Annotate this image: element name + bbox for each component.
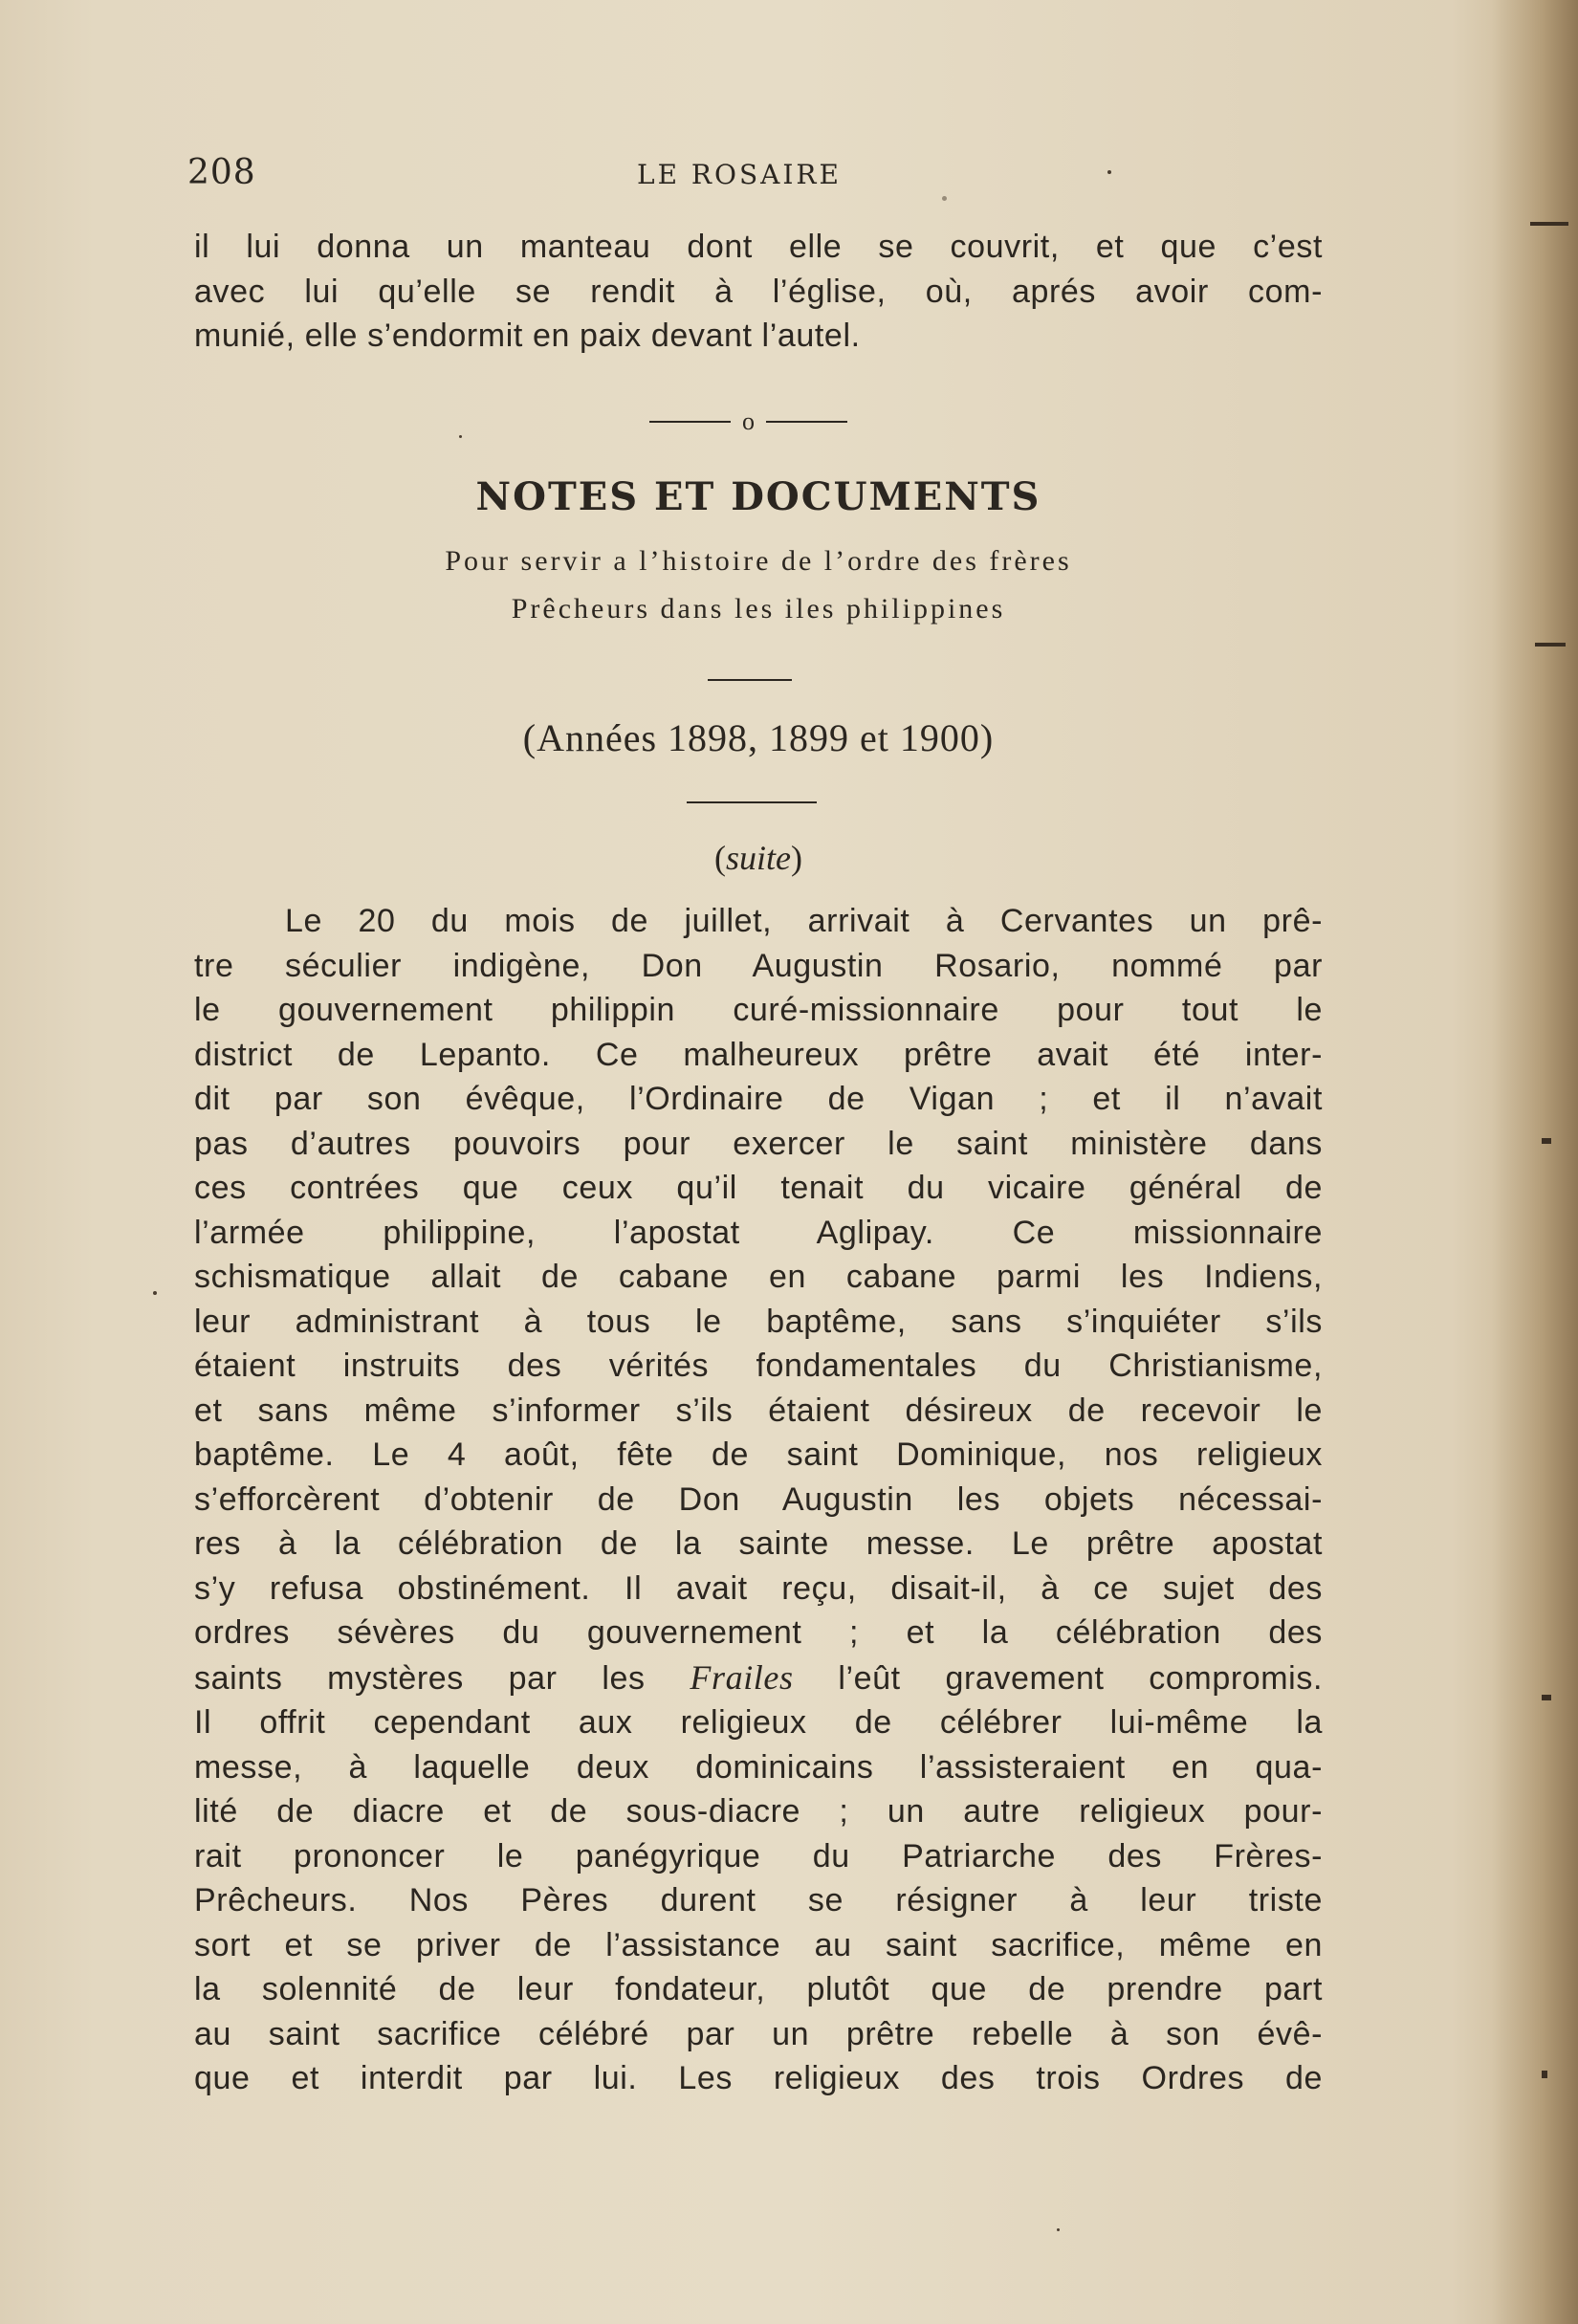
text-line: tre séculier indigène, Don Augustin Rosario, nommé par bbox=[194, 947, 1323, 984]
section-subheading-line-2: Prêcheurs dans les iles philippines bbox=[511, 593, 1006, 625]
text-line: s’efforcèrent d’obtenir de Don Augustin les objets nécessai- bbox=[194, 1480, 1323, 1518]
suite-paren-open: ( bbox=[714, 839, 726, 877]
text-line: le gouvernement philippin curé-missionnaire pour tout le bbox=[194, 992, 1323, 1028]
page-number: 208 bbox=[187, 153, 256, 192]
separator-mark: o bbox=[742, 407, 755, 435]
edge-mark bbox=[1530, 222, 1568, 226]
body-paragraph bbox=[194, 899, 1323, 2101]
text-line: messe, à laquelle deux dominicains l’assisteraient en qua- bbox=[194, 1748, 1323, 1786]
paper-speck bbox=[942, 196, 947, 201]
text-line: pas d’autres pouvoirs pour exercer le saint ministère dans bbox=[194, 1125, 1323, 1162]
running-title: LE ROSAIRE bbox=[637, 159, 842, 190]
section-separator bbox=[636, 406, 861, 435]
edge-mark bbox=[1542, 1695, 1551, 1700]
text-line: s’y refusa obstinément. Il avait reçu, disait-il, à ce sujet des bbox=[194, 1569, 1323, 1607]
text-line: et sans même s’informer s’ils étaient désireux de recevoir le bbox=[194, 1392, 1323, 1429]
suite-paren-close: ) bbox=[791, 839, 802, 877]
text-line: munié, elle s’endormit en paix devant l’autel. bbox=[194, 318, 861, 354]
intro-paragraph bbox=[194, 225, 1323, 359]
text-line: leur administrant à tous le baptême, sans s’inquiéter s’ils bbox=[194, 1303, 1323, 1340]
text-line: sort et se priver de l’assistance au saint sacrifice, même en bbox=[194, 1926, 1323, 1963]
section-heading: NOTES ET DOCUMENTS bbox=[475, 474, 1041, 519]
text-line: res à la célébration de la sainte messe. Le prêtre apostat bbox=[194, 1525, 1323, 1562]
text-fragment: saints mystères par les bbox=[194, 1659, 690, 1697]
paper-speck bbox=[1057, 2228, 1060, 2231]
text-line: Il offrit cependant aux religieux de célébrer lui-même la bbox=[194, 1704, 1323, 1741]
paper-speck bbox=[459, 435, 462, 438]
suite-word: suite bbox=[726, 839, 791, 877]
running-head bbox=[187, 153, 1326, 201]
text-line: que et interdit par lui. Les religieux des trois Ordres de bbox=[194, 2060, 1323, 2096]
italic-word: Frailes bbox=[690, 1657, 794, 1697]
text-line: étaient instruits des vérités fondamentales du Christianisme, bbox=[194, 1348, 1323, 1384]
text-line: schismatique allait de cabane en cabane parmi les Indiens, bbox=[194, 1259, 1323, 1295]
text-line: l’armée philippine, l’apostat Aglipay. Ce missionnaire bbox=[194, 1214, 1323, 1251]
short-rule bbox=[687, 801, 817, 803]
separator-rule-right bbox=[766, 421, 847, 423]
text-line: ordres sévères du gouvernement ; et la célébration des bbox=[194, 1614, 1323, 1651]
text-line: ces contrées que ceux qu’il tenait du vicaire général de bbox=[194, 1170, 1323, 1206]
text-line: rait prononcer le panégyrique du Patriarche des Frères- bbox=[194, 1837, 1323, 1875]
text-fragment: l’eût gravement compromis. bbox=[793, 1659, 1323, 1697]
text-line: lité de diacre et de sous-diacre ; un autre religieux pour- bbox=[194, 1793, 1323, 1830]
suite-caption bbox=[194, 838, 1323, 878]
text-line: dit par son évêque, l’Ordinaire de Vigan ; et il n’avait bbox=[194, 1081, 1323, 1117]
text-line: baptême. Le 4 août, fête de saint Dominique, nos religieux bbox=[194, 1436, 1323, 1473]
text-line: district de Lepanto. Ce malheureux prêtre avait été inter- bbox=[194, 1036, 1323, 1073]
text-line: au saint sacrifice célébré par un prêtre rebelle à son évê- bbox=[194, 2015, 1323, 2052]
years-caption: (Années 1898, 1899 et 1900) bbox=[522, 716, 995, 759]
text-line: Prêcheurs. Nos Pères durent se résigner à leur triste bbox=[194, 1882, 1323, 1918]
paper-speck bbox=[153, 1291, 157, 1295]
separator-rule-left bbox=[649, 421, 731, 423]
short-rule bbox=[708, 679, 792, 681]
paper-speck bbox=[1107, 170, 1111, 174]
text-line-with-italic bbox=[194, 1655, 1323, 1701]
edge-mark bbox=[1542, 1138, 1551, 1144]
text-line: la solennité de leur fondateur, plutôt que de prendre part bbox=[194, 1971, 1323, 2007]
text-line: Le 20 du mois de juillet, arrivait à Cervantes un prê- bbox=[285, 903, 1323, 939]
edge-mark bbox=[1535, 643, 1566, 647]
text-line: avec lui qu’elle se rendit à l’église, où, aprés avoir com- bbox=[194, 273, 1323, 310]
section-subheading-line-1: Pour servir a l’histoire de l’ordre des frères bbox=[445, 545, 1072, 577]
text-line: il lui donna un manteau dont elle se couvrit, et que c’est bbox=[194, 229, 1323, 265]
edge-mark bbox=[1542, 2071, 1547, 2078]
